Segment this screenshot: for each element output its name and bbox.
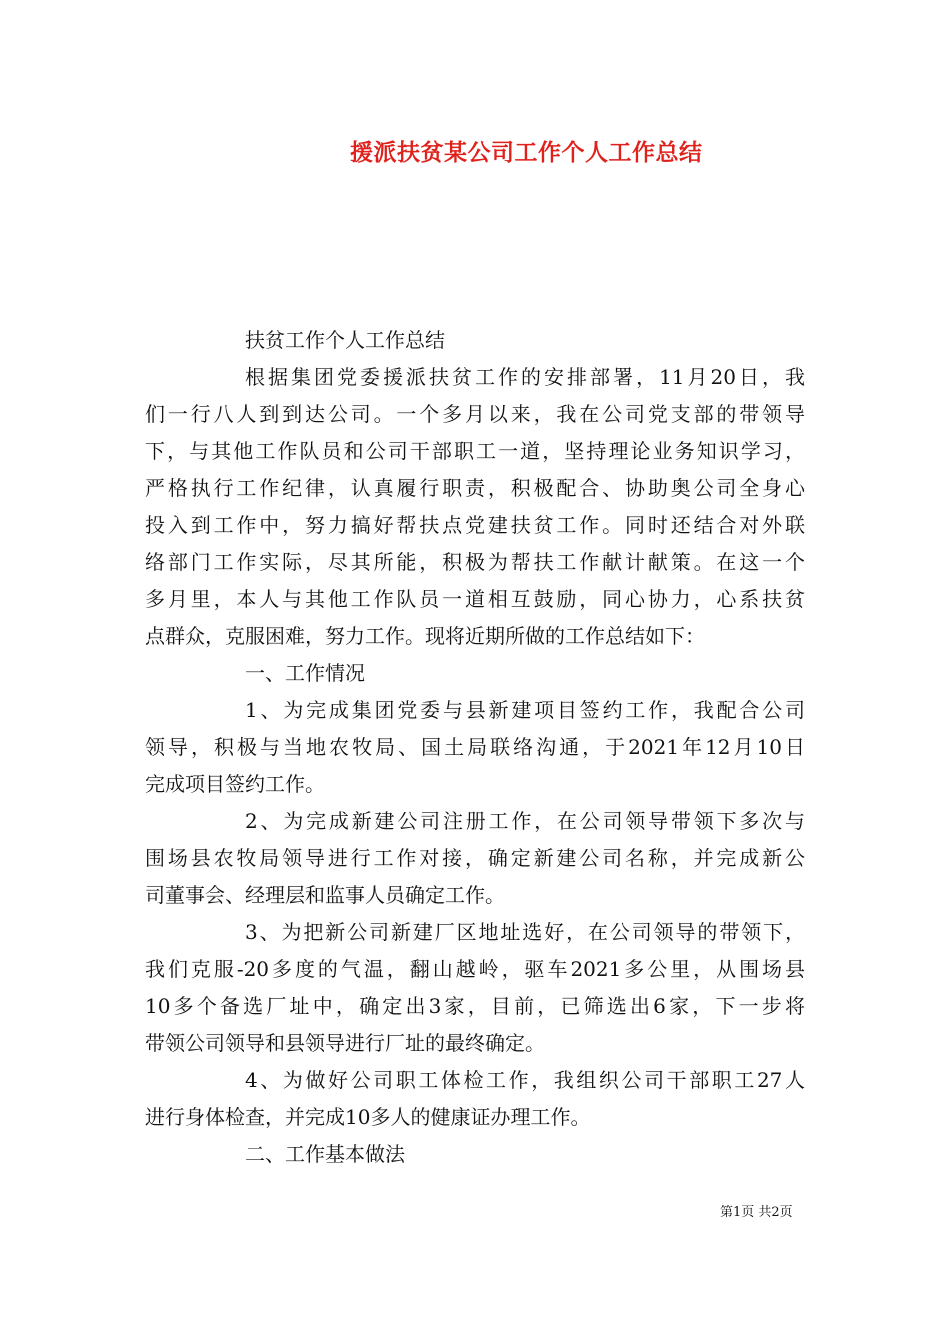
paragraph-line: 我们克服-20多度的气温，翻山越岭，驱车2021多公里，从围场县 <box>145 957 805 981</box>
paragraph-line: 2、为完成新建公司注册工作，在公司领导带领下多次与 <box>245 809 805 833</box>
paragraph-line: 根据集团党委援派扶贫工作的安排部署，11月20日，我 <box>245 365 805 389</box>
paragraph-line: 进行身体检查，并完成10多人的健康证办理工作。 <box>145 1105 591 1129</box>
section-heading: 二、工作基本做法 <box>245 1142 405 1166</box>
page-number-footer: 第1页 共2页 <box>720 1205 793 1220</box>
paragraph-line: 带领公司领导和县领导进行厂址的最终确定。 <box>145 1031 545 1055</box>
paragraph-line: 司董事会、经理层和监事人员确定工作。 <box>145 883 505 907</box>
paragraph-line: 领导，积极与当地农牧局、国土局联络沟通，于2021年12月10日 <box>145 735 805 759</box>
document-body <box>145 322 805 1173</box>
paragraph-line: 下，与其他工作队员和公司干部职工一道，坚持理论业务知识学习， <box>145 439 805 463</box>
paragraph-line: 投入到工作中，努力搞好帮扶点党建扶贫工作。同时还结合对外联 <box>145 513 805 537</box>
paragraph-line: 4、为做好公司职工体检工作，我组织公司干部职工27人 <box>245 1068 805 1092</box>
paragraph-line: 10多个备选厂址中，确定出3家，目前，已筛选出6家，下一步将 <box>145 994 805 1018</box>
paragraph-line: 围场县农牧局领导进行工作对接，确定新建公司名称，并完成新公 <box>145 846 805 870</box>
paragraph-line: 严格执行工作纪律，认真履行职责，积极配合、协助奥公司全身心 <box>145 476 805 500</box>
paragraph-line: 多月里，本人与其他工作队员一道相互鼓励，同心协力，心系扶贫 <box>145 587 805 611</box>
paragraph-line: 络部门工作实际，尽其所能，积极为帮扶工作献计献策。在这一个 <box>145 550 805 574</box>
paragraph-line: 们一行八人到到达公司。一个多月以来，我在公司党支部的带领导 <box>145 402 805 426</box>
paragraph-line: 1、为完成集团党委与县新建项目签约工作，我配合公司 <box>245 698 805 722</box>
paragraph-line: 点群众，克服困难，努力工作。现将近期所做的工作总结如下： <box>145 624 705 648</box>
document-title: 援派扶贫某公司工作个人工作总结 <box>350 139 703 166</box>
paragraph-line: 完成项目签约工作。 <box>145 772 325 796</box>
section-subtitle: 扶贫工作个人工作总结 <box>245 328 445 352</box>
section-heading: 一、工作情况 <box>245 661 365 685</box>
paragraph-line: 3、为把新公司新建厂区地址选好，在公司领导的带领下， <box>245 920 805 944</box>
